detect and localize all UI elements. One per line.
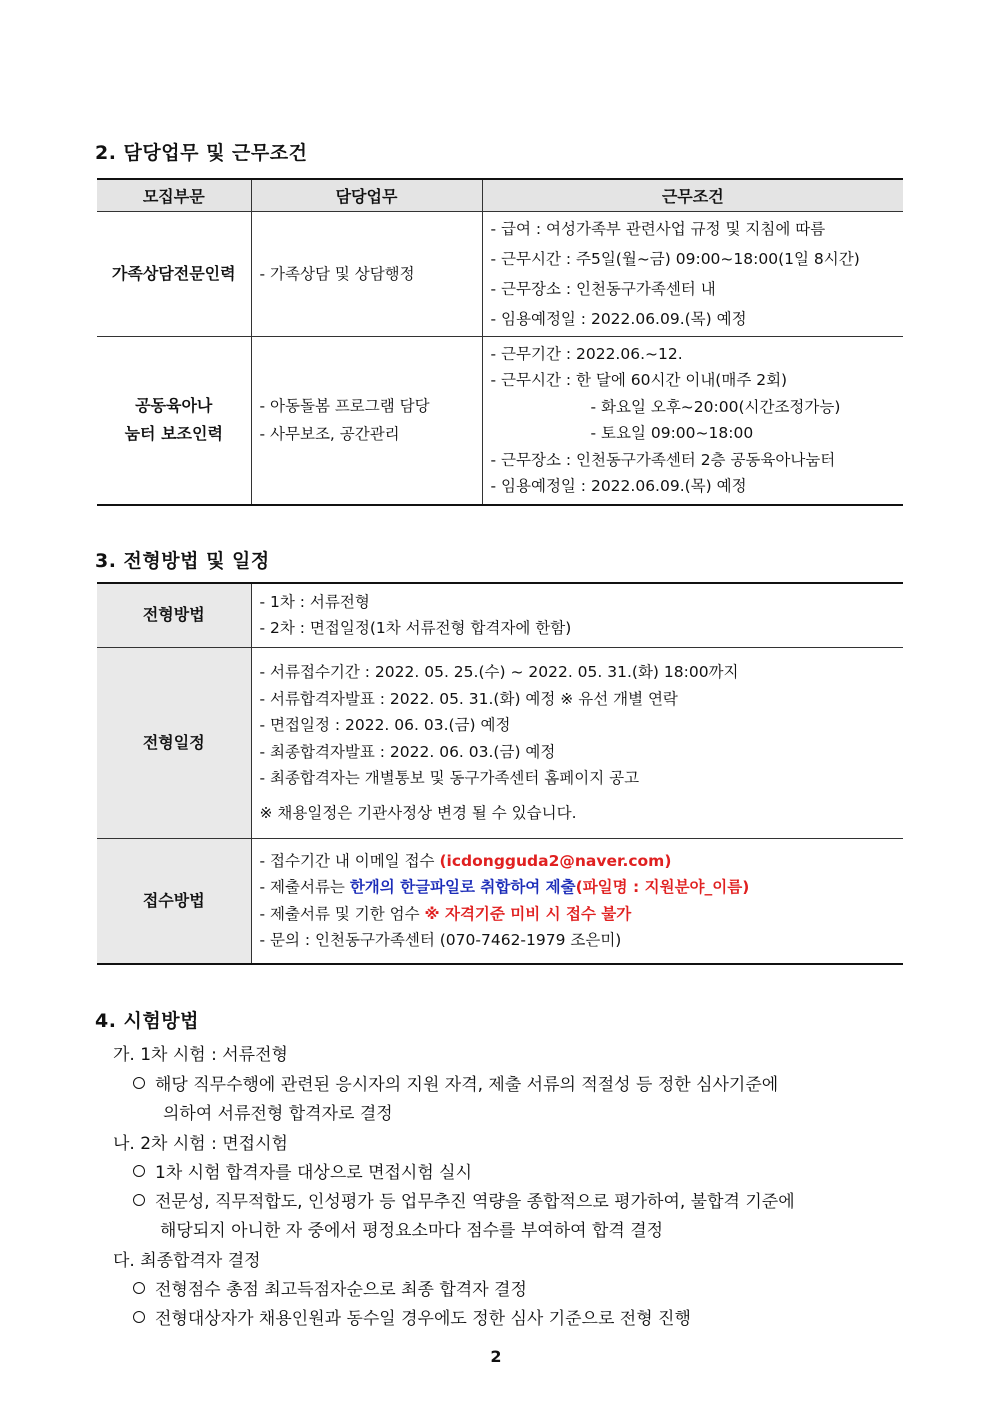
apply-text: - 제출서류는: [259, 878, 350, 897]
apply-highlight: 한개의 한글파일로 취합하여 제출: [349, 878, 576, 897]
duties-cell: [251, 337, 482, 505]
schedule-item: - 최종합격자발표 : 2022. 06. 03.(금) 예정: [259, 742, 556, 761]
duties-conditions-table: [97, 178, 903, 506]
method-item: - 1차 : 서류전형: [259, 592, 370, 611]
subsection-a-title: 가. 1차 시험 : 서류전형: [113, 1045, 288, 1065]
table-row: [97, 583, 903, 647]
category-cell: [97, 212, 251, 337]
table-row: [97, 647, 903, 838]
apply-text: - 제출서류 및 기한 엄수: [259, 904, 425, 923]
condition-item: - 근무기간 : 2022.06.~12.: [490, 344, 683, 363]
schedule-note: ※ 채용일정은 기관사정상 변경 될 수 있습니다.: [259, 803, 577, 822]
bullet-text: 1차 시험 합격자를 대상으로 면접시험 실시: [155, 1163, 473, 1183]
condition-item: - 근무시간 : 주5일(월~금) 09:00~18:00(1일 8시간): [490, 250, 860, 268]
apply-label: 접수방법: [97, 838, 251, 964]
condition-item: - 근무장소 : 인천동구가족센터 내: [490, 280, 716, 298]
circle-bullet-icon: [133, 1282, 145, 1294]
schedule-cell: [251, 647, 903, 838]
bullet-continuation: 해당되지 아니한 자 중에서 평정요소마다 점수를 부여하여 합격 결정: [160, 1221, 664, 1241]
bullet-text: 해당 직무수행에 관련된 응시자의 지원 자격, 제출 서류의 적절성 등 정한 심사기준에: [155, 1075, 779, 1095]
table-row: [97, 838, 903, 964]
category-label: 가족상담전문인력: [111, 264, 236, 283]
category-cell: [97, 337, 251, 505]
duties-cell: [251, 212, 482, 337]
duty-item: - 아동돌봄 프로그램 담당: [259, 397, 430, 416]
apply-item: [260, 848, 896, 875]
subsection-c-title: 다. 최종합격자 결정: [113, 1251, 261, 1271]
apply-text: - 접수기간 내 이메일 접수: [259, 851, 440, 870]
header-duties: 담당업무: [251, 179, 482, 212]
apply-item: [260, 874, 896, 901]
bullet-item: [133, 1187, 795, 1212]
apply-warning: ※ 자격기준 미비 시 접수 불가: [424, 904, 632, 923]
apply-item: [260, 901, 896, 928]
bullet-item: [133, 1158, 472, 1183]
condition-item: - 임용예정일 : 2022.06.09.(목) 예정: [490, 310, 747, 328]
circle-bullet-icon: [133, 1165, 145, 1177]
bullet-item: [133, 1304, 691, 1329]
circle-bullet-icon: [133, 1194, 145, 1206]
schedule-item: - 면접일정 : 2022. 06. 03.(금) 예정: [259, 716, 511, 734]
bullet-text: 전형대상자가 채용인원과 동수일 경우에도 정한 심사 기준으로 전형 진행: [155, 1309, 691, 1329]
schedule-item: - 서류합격자발표 : 2022. 05. 31.(화) 예정 ※ 유선 개별 연락: [259, 689, 678, 708]
apply-email: (icdongguda2@naver.com): [439, 851, 672, 870]
subsection-b-title: 나. 2차 시험 : 면접시험: [113, 1134, 288, 1154]
method-item: - 2차 : 면접일정(1차 서류전형 합격자에 한함): [259, 619, 572, 638]
bullet-item: [133, 1275, 527, 1300]
section-4-title: 4. 시험방법: [95, 1010, 199, 1032]
condition-sub-item: - 토요일 09:00~18:00: [590, 424, 754, 443]
condition-item: - 임용예정일 : 2022.06.09.(목) 예정: [490, 477, 747, 496]
condition-item: - 근무장소 : 인천동구가족센터 2층 공동육아나눔터: [490, 450, 836, 469]
section-3-title: 3. 전형방법 및 일정: [95, 550, 270, 572]
bullet-text: 전형점수 총점 최고득점자순으로 최종 합격자 결정: [155, 1280, 527, 1300]
method-label: 전형방법: [97, 583, 251, 647]
bullet-item: [133, 1070, 778, 1095]
condition-item: - 근무시간 : 한 달에 60시간 이내(매주 2회): [490, 371, 788, 390]
condition-sub-item: - 화요일 오후~20:00(시간조정가능): [590, 397, 841, 416]
duty-item: - 가족상담 및 상담행정: [259, 265, 415, 283]
category-label-line: 눔터 보조인력: [124, 424, 223, 444]
method-cell: [251, 583, 903, 647]
header-recruit-field: 모집부문: [97, 179, 251, 212]
bullet-text: 전문성, 직무적합도, 인성평가 등 업무추진 역량을 종합적으로 평가하여, 불합격 기준에: [155, 1192, 795, 1212]
table-header-row: [97, 179, 903, 212]
circle-bullet-icon: [133, 1077, 145, 1089]
apply-item: - 문의 : 인천동구가족센터 (070-7462-1979 조은미): [259, 931, 622, 950]
schedule-label: 전형일정: [97, 647, 251, 838]
apply-cell: [251, 838, 903, 964]
duty-item: - 사무보조, 공간관리: [259, 425, 400, 444]
condition-item: - 급여 : 여성가족부 관련사업 규정 및 지침에 따름: [490, 220, 826, 238]
bullet-continuation: 의하여 서류전형 합격자로 결정: [163, 1104, 393, 1124]
table-row: [97, 337, 903, 505]
schedule-item: - 서류접수기간 : 2022. 05. 25.(수) ~ 2022. 05. 31.(화) 18:00까지: [259, 663, 739, 681]
schedule-item: - 최종합격자는 개별통보 및 동구가족센터 홈페이지 공고: [259, 769, 640, 787]
selection-table: [97, 582, 903, 965]
table-row: [97, 212, 903, 337]
page-number: 2: [490, 1347, 502, 1366]
conditions-cell: [482, 337, 903, 505]
circle-bullet-icon: [133, 1311, 145, 1323]
section-2-title: 2. 담당업무 및 근무조건: [95, 142, 308, 164]
conditions-cell: [482, 212, 903, 337]
header-conditions: 근무조건: [482, 179, 903, 212]
apply-filename: (파일명 : 지원분야_이름): [575, 878, 750, 897]
category-label-line: 공동육아나: [135, 396, 213, 416]
